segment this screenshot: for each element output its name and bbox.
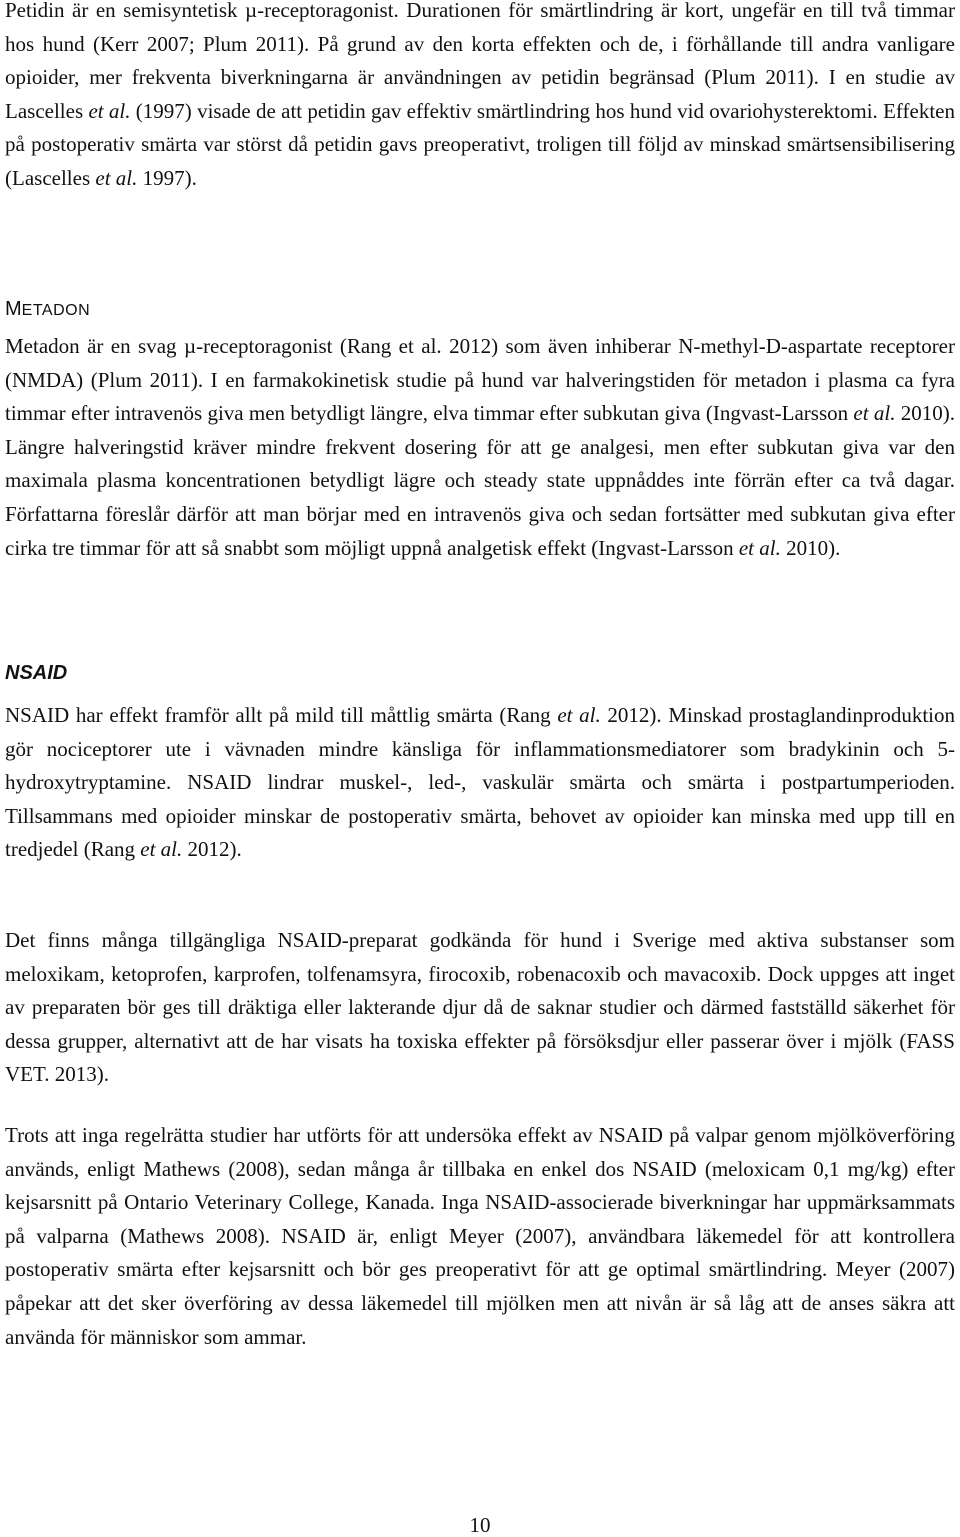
paragraph-nsaid-effect: NSAID har effekt framför allt på mild till måttlig smärta (Rang et al. 2012). Minskad prostaglandinproduktion gör nociceptorer ute i vävnaden mindre känsliga för inflammationsmediatorer som bradykinin och 5-hydroxytryptamine. NSAID lindrar muskel-, led-, vaskulär smärta och smärta i postpartumperioden. Tillsammans med opioider minskar de postoperativ smärta, behovet av opioider kan minska med upp till en tredjedel (Rang et al. 2012). xyxy=(5,703,955,862)
page-number: 10 xyxy=(469,1513,491,1537)
paragraph-petidin: Petidin är en semisyntetisk µ-receptoragonist. Durationen för smärtlindring är kort, ungefär en till två timmar hos hund (Kerr 2007; Plum 2011). På grund av den korta effekten och de, i förhållande till andra vanligare opioider, mer frekventa biverkningarna är användningen av petidin begränsad (Plum 2011). I en studie av Lascelles et al. (1997) visade de att petidin gav effektiv smärtlindring hos hund vid ovariohysterektomi. Effekten på postoperativ smärta var störst då petidin gavs preoperativt, troligen till följd av minskad smärtsensibilisering (Lascelles et al. 1997). xyxy=(5,0,956,190)
paragraph-metadon: Metadon är en svag µ-receptoragonist (Rang et al. 2012) som även inhiberar N-methyl-D-aspartate receptorer (NMDA) (Plum 2011). I en farmakokinetisk studie på hund var halveringstiden för metadon i plasma ca fyra timmar efter intravenös giva men betydligt längre, elva timmar efter subkutan giva (Ingvast-Larsson et al. 2010). Längre halveringstid kräver mindre frekvent dosering för att ge analgesi, men efter subkutan giva var den maximala plasma koncentrationen betydligt lägre och steady state uppnåddes inte förrän efter ca två dagar. Författarna föreslår därför att man börjar med en intravenös giva och sedan fortsätter med subkutan giva efter cirka tre timmar för att så snabbt som möjligt uppnå analgetisk effekt (Ingvast-Larsson et al. 2010). xyxy=(5,334,955,560)
heading-metadon: METADON xyxy=(5,298,91,320)
heading-nsaid: NSAID xyxy=(5,662,68,684)
paragraph-nsaid-valpar: Trots att inga regelrätta studier har utförts för att undersöka effekt av NSAID på valpar genom mjölköverföring används, enligt Mathews (2008), sedan många år tillbaka en enkel dos NSAID (meloxicam 0,1 mg/kg) efter kejsarsnitt på Ontario Veterinary College, Kanada. Inga NSAID-associerade biverkningar har uppmärksammats på valparna (Mathews 2008). NSAID är, enligt Meyer (2007), användbara läkemedel för att kontrollera postoperativ smärta efter kejsarsnitt och bör ges preoperativt för att ge optimal smärtlindring. Meyer (2007) påpekar att det sker överföring av dessa läkemedel till mjölken men att nivån är så låg att de anses säkra att använda för människor som ammar. xyxy=(5,1123,955,1349)
paragraph-nsaid-preparat: Det finns många tillgängliga NSAID-preparat godkända för hund i Sverige med aktiva substanser som meloxikam, ketoprofen, karprofen, tolfenamsyra, firocoxib, robenacoxib och mavacoxib. Dock uppges att inget av preparaten bör ges till dräktiga eller lakterande djur då de saknar studier och därmed fastställd säkerhet för dessa grupper, alternativt att de har visats ha toxiska effekter på försöksdjur eller passerar över i mjölk (FASS VET. 2013). xyxy=(5,928,955,1087)
